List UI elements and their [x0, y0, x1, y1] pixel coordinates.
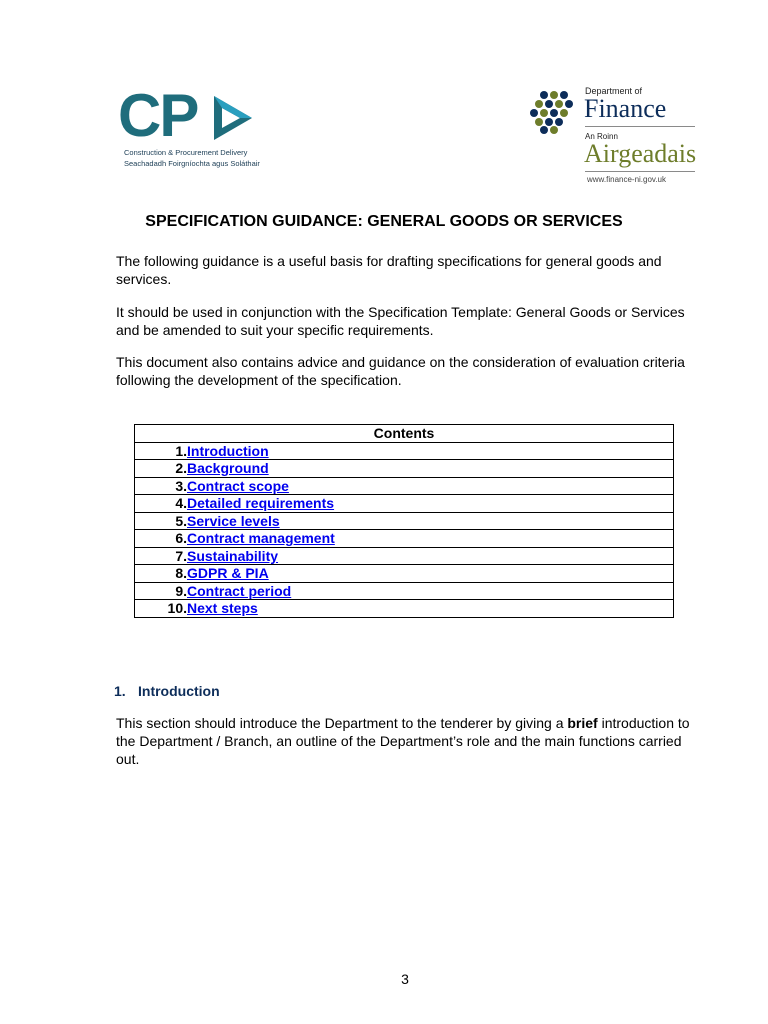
cpd-logo: [118, 82, 268, 174]
contents-link-contract-scope[interactable]: Contract scope: [187, 477, 289, 494]
contents-number: 5.: [175, 512, 187, 529]
dof-url: www.finance-ni.gov.uk: [587, 175, 666, 184]
contents-row: [135, 547, 674, 565]
section-paragraph: [116, 714, 706, 768]
intro-paragraph: It should be used in conjunction with the Specification Template: General Goods or Services and be amended to suit your specific requirements.: [116, 304, 685, 338]
contents-link-background[interactable]: Background: [187, 460, 269, 477]
page-number: 3: [401, 971, 409, 987]
contents-link-contract-period[interactable]: Contract period: [187, 582, 292, 599]
contents-link-next-steps[interactable]: Next steps: [187, 600, 258, 617]
play-icon: [210, 94, 256, 142]
dof-an-roinn: An Roinn: [585, 132, 618, 141]
contents-number: 9.: [175, 582, 187, 599]
contents-number: 10.: [167, 600, 187, 617]
contents-number: 4.: [175, 495, 187, 512]
contents-number: 3.: [175, 477, 187, 494]
contents-link-introduction[interactable]: Introduction: [187, 442, 269, 459]
section-number: 1.: [114, 683, 126, 699]
contents-number: 7.: [175, 547, 187, 564]
contents-row: [135, 530, 674, 548]
contents-row: [135, 565, 674, 583]
contents-row: [135, 477, 674, 495]
contents-number: 1.: [175, 442, 187, 459]
contents-table: [134, 424, 674, 618]
contents-number: 6.: [175, 530, 187, 547]
dof-divider: [585, 126, 695, 127]
section-text: introduction to the Department / Branch, an outline of the Department’s role and the main functions carried out.: [116, 715, 690, 767]
contents-row: [135, 442, 674, 460]
page-title: SPECIFICATION GUIDANCE: GENERAL GOODS OR SERVICES: [145, 213, 623, 230]
cpd-logo-line2: Seachadadh Foirgníochta agus Soláthair: [124, 159, 260, 168]
contents-row: [135, 460, 674, 478]
section-text: This section should introduce the Department to the tenderer by giving a: [116, 715, 568, 731]
contents-link-sustainability[interactable]: Sustainability: [187, 547, 279, 564]
contents-link-service-levels[interactable]: Service levels: [187, 512, 280, 529]
dof-dept-of: Department of: [585, 86, 643, 96]
dof-divider: [585, 171, 695, 172]
contents-row: [135, 600, 674, 618]
cpd-logo-line1: Construction & Procurement Delivery: [124, 148, 248, 157]
intro-paragraph: This document also contains advice and guidance on the consideration of evaluation criteria following the development of the specification.: [116, 354, 685, 388]
section-heading: [114, 683, 220, 699]
dof-logo: [530, 84, 700, 189]
contents-row: [135, 495, 674, 513]
contents-row: [135, 512, 674, 530]
section-title: Introduction: [138, 683, 220, 699]
dof-airgeadais: Airgeadais: [584, 139, 697, 168]
contents-row: [135, 582, 674, 600]
contents-header: Contents: [135, 425, 674, 443]
contents-number: 2.: [175, 460, 187, 477]
intro-paragraph: The following guidance is a useful basis for drafting specifications for general goods and services.: [116, 253, 662, 287]
contents-link-detailed-requirements[interactable]: Detailed requirements: [187, 495, 335, 512]
hexagon-cluster-icon: [530, 90, 578, 134]
dof-finance: Finance: [584, 94, 667, 123]
section-text-bold: brief: [567, 715, 598, 731]
contents-link-contract-management[interactable]: Contract management: [187, 530, 335, 547]
cpd-logo-letters: CP: [118, 82, 198, 149]
contents-link-gdpr-pia[interactable]: GDPR & PIA: [187, 565, 269, 582]
contents-number: 8.: [175, 565, 187, 582]
